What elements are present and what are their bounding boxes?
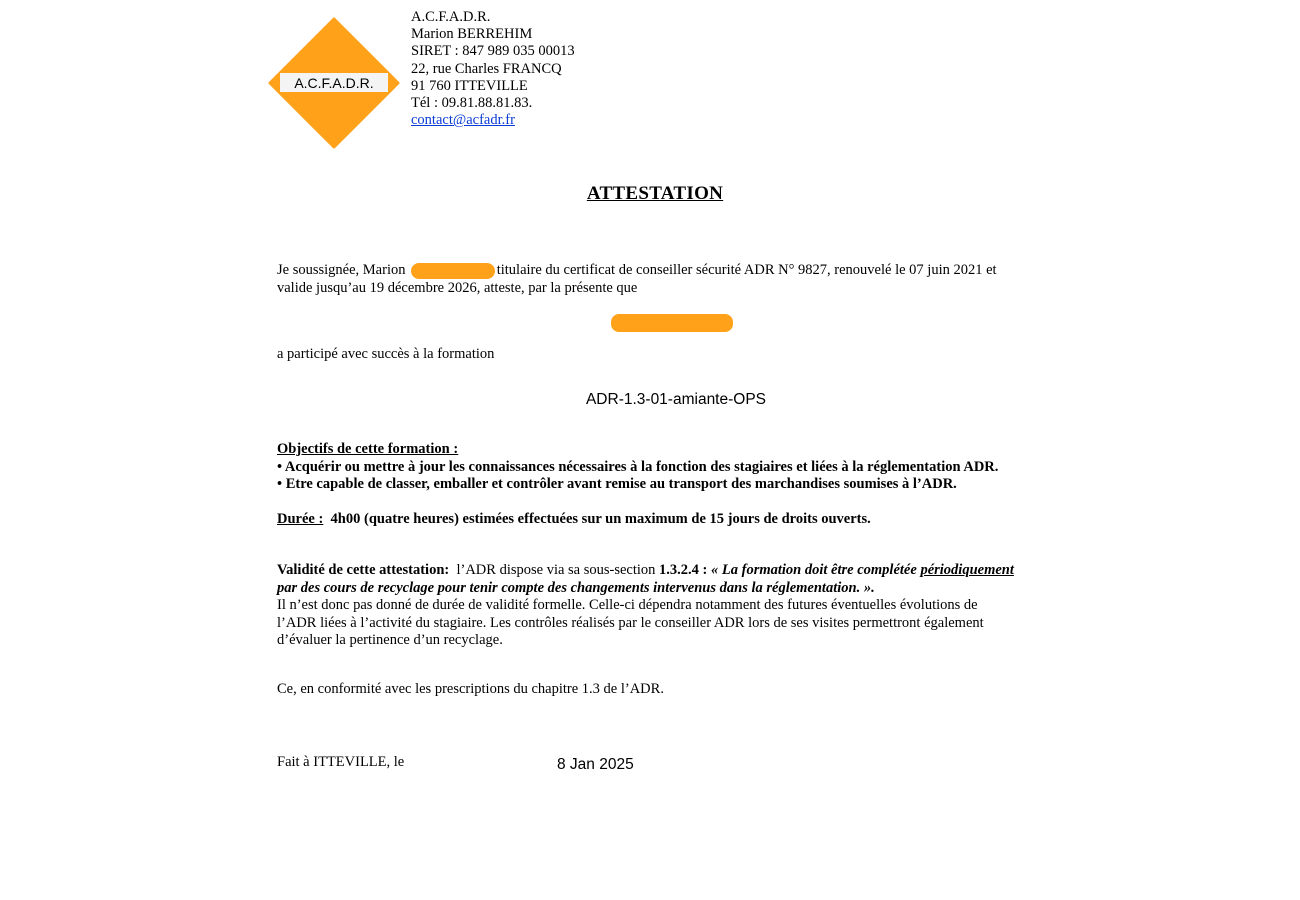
validity-section — [277, 562, 1057, 650]
validity-line: d’évaluer la pertinence d’un recyclage. — [277, 632, 503, 648]
contact-name: Marion BERREHIM — [411, 26, 533, 43]
duration-label: Durée : — [277, 511, 324, 527]
redacted-trainee-name — [611, 314, 733, 332]
objective-item: • Etre capable de classer, emballer et contrôler avant remise au transport des marchandises soumises à l’ADR. — [277, 476, 957, 492]
intro-after-name: titulaire du certificat de conseiller sécurité ADR N° 9827, renouvelé le 07 juin 2021 et — [496, 262, 997, 278]
phone: Tél : 09.81.88.81.83. — [411, 95, 533, 112]
logo-text: A.C.F.A.D.R. — [294, 75, 374, 91]
intro-before-name: Je soussignée, Marion — [277, 262, 406, 278]
signature-date: 8 Jan 2025 — [557, 756, 634, 773]
email-link[interactable]: contact@acfadr.fr — [411, 112, 515, 129]
objective-item: • Acquérir ou mettre à jour les connaissances nécessaires à la fonction des stagiaires et liées à la réglementation ADR. — [277, 458, 999, 475]
validity-label: Validité de cette attestation: — [277, 562, 450, 578]
city: 91 760 ITTEVILLE — [411, 77, 528, 94]
org-name: A.C.F.A.D.R. — [411, 9, 491, 25]
intro-line-2: valide jusqu’au 19 décembre 2026, atteste, par la présente que — [277, 279, 638, 296]
acfadr-logo — [268, 17, 400, 149]
validity-quote-underlined: périodiquement — [920, 562, 1014, 578]
street-address: 22, rue Charles FRANCQ — [411, 60, 562, 77]
signature-place: Fait à ITTEVILLE, le — [277, 754, 405, 770]
validity-line: Il n’est donc pas donné de durée de validité formelle. Celle-ci dépendra notamment des futures éventuelles évolutions de — [277, 597, 978, 613]
duration-section — [277, 511, 1037, 529]
validity-quote-end: par des cours de recyclage pour tenir compte des changements intervenus dans la réglementation. ». — [277, 579, 875, 596]
siret: SIRET : 847 989 035 00013 — [411, 43, 575, 60]
validity-text: l’ADR dispose via sa sous-section — [449, 562, 660, 578]
page-title: ATTESTATION — [586, 183, 724, 204]
participated-text: a participé avec succès à la formation — [277, 346, 495, 362]
duration-text: 4h00 (quatre heures) estimées effectuées sur un maximum de 15 jours de droits ouverts. — [323, 511, 871, 527]
formation-code: ADR-1.3-01-amiante-OPS — [585, 391, 767, 408]
objectives-heading: Objectifs de cette formation : — [277, 441, 459, 457]
objectives-section — [277, 441, 1057, 494]
validity-section-ref: 1.3.2.4 : — [659, 562, 708, 578]
intro-paragraph — [277, 262, 1037, 297]
conformity-text: Ce, en conformité avec les prescriptions du chapitre 1.3 de l’ADR. — [277, 681, 664, 697]
sender-address-block — [411, 9, 575, 129]
validity-line: l’ADR liées à l’activité du stagiaire. Les contrôles réalisés par le conseiller ADR lors de ses visites permettront également — [277, 614, 984, 631]
redacted-surname — [411, 263, 495, 279]
validity-quote-start: « La formation doit être complétée — [707, 562, 921, 578]
